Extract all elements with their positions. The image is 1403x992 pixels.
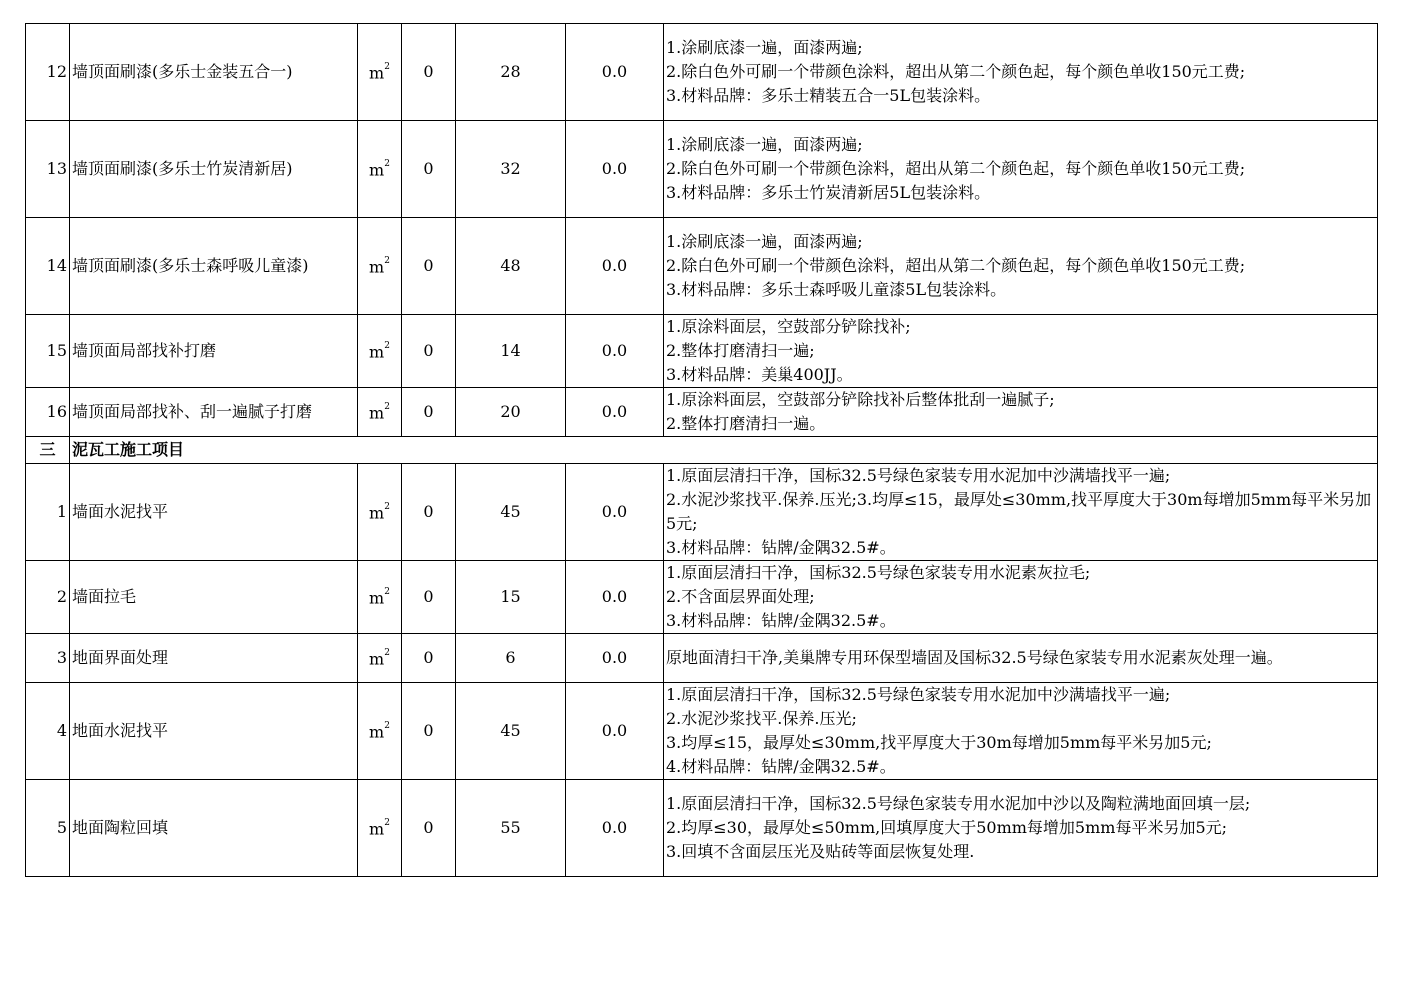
item-number: 13 <box>26 121 70 218</box>
description-line: 1.原面层清扫干净，国标32.5号绿色家装专用水泥素灰拉毛; <box>666 563 1091 582</box>
description-line: 1.原涂料面层，空鼓部分铲除找补后整体批刮一遍腻子; <box>666 390 1055 409</box>
item-quantity: 0 <box>402 561 456 634</box>
table-row <box>26 218 1378 315</box>
item-unit-price: 32 <box>456 121 566 218</box>
description-line: 3.材料品牌：钻牌/金隅32.5#。 <box>666 538 896 557</box>
item-unit <box>358 388 402 437</box>
item-quantity: 0 <box>402 121 456 218</box>
item-unit <box>358 634 402 683</box>
description-line: 1.原面层清扫干净，国标32.5号绿色家装专用水泥加中沙以及陶粒满地面回填一层; <box>666 794 1251 813</box>
description-line: 1.原面层清扫干净，国标32.5号绿色家装专用水泥加中沙满墙找平一遍; <box>666 466 1171 485</box>
unit-exponent: 2 <box>384 818 390 829</box>
item-quantity: 0 <box>402 634 456 683</box>
unit-exponent: 2 <box>384 587 390 598</box>
item-unit-price: 15 <box>456 561 566 634</box>
table-row <box>26 683 1378 780</box>
description-line: 2.除白色外可刷一个带颜色涂料，超出从第二个颜色起，每个颜色单收150元工费; <box>666 159 1246 178</box>
description-line: 2.整体打磨清扫一遍。 <box>666 414 826 433</box>
description-line: 3.回填不含面层压光及贴砖等面层恢复处理. <box>666 842 975 861</box>
item-description <box>664 24 1378 121</box>
unit-exponent: 2 <box>384 159 390 170</box>
item-unit-price: 28 <box>456 24 566 121</box>
unit-exponent: 2 <box>384 402 390 413</box>
item-quantity: 0 <box>402 315 456 388</box>
description-line: 3.材料品牌：多乐士精装五合一5L包装涂料。 <box>666 86 991 105</box>
item-description <box>664 464 1378 561</box>
item-unit-price: 45 <box>456 683 566 780</box>
unit-base: m <box>369 588 385 608</box>
table-row <box>26 634 1378 683</box>
unit-exponent: 2 <box>384 721 390 732</box>
item-unit <box>358 464 402 561</box>
quotation-table <box>25 23 1378 877</box>
section-number: 三 <box>26 437 70 464</box>
unit-base: m <box>369 342 385 362</box>
item-unit <box>358 218 402 315</box>
item-description <box>664 218 1378 315</box>
item-name: 墙面拉毛 <box>70 561 358 634</box>
description-line: 2.除白色外可刷一个带颜色涂料，超出从第二个颜色起，每个颜色单收150元工费; <box>666 256 1246 275</box>
item-unit <box>358 683 402 780</box>
item-description <box>664 634 1378 683</box>
item-unit-price: 6 <box>456 634 566 683</box>
item-name: 墙顶面刷漆(多乐士森呼吸儿童漆) <box>70 218 358 315</box>
unit-exponent: 2 <box>384 256 390 267</box>
table-row <box>26 780 1378 877</box>
item-description <box>664 388 1378 437</box>
table-row <box>26 24 1378 121</box>
description-line: 3.材料品牌：多乐士森呼吸儿童漆5L包装涂料。 <box>666 280 1007 299</box>
item-total: 0.0 <box>566 634 664 683</box>
unit-exponent: 2 <box>384 62 390 73</box>
item-quantity: 0 <box>402 218 456 315</box>
item-total: 0.0 <box>566 121 664 218</box>
unit-exponent: 2 <box>384 502 390 513</box>
unit-base: m <box>369 63 385 83</box>
item-total: 0.0 <box>566 315 664 388</box>
item-number: 14 <box>26 218 70 315</box>
table-row <box>26 561 1378 634</box>
item-total: 0.0 <box>566 683 664 780</box>
item-number: 12 <box>26 24 70 121</box>
item-description <box>664 121 1378 218</box>
table-row <box>26 464 1378 561</box>
unit-base: m <box>369 160 385 180</box>
description-line: 3.均厚≤15，最厚处≤30mm,找平厚度大于30m每增加5mm每平米另加5元; <box>666 733 1212 752</box>
unit-base: m <box>369 722 385 742</box>
item-total: 0.0 <box>566 24 664 121</box>
item-quantity: 0 <box>402 683 456 780</box>
description-line: 3.材料品牌：钻牌/金隅32.5#。 <box>666 611 896 630</box>
unit-base: m <box>369 403 385 423</box>
unit-exponent: 2 <box>384 341 390 352</box>
description-line: 1.原涂料面层，空鼓部分铲除找补; <box>666 317 911 336</box>
item-unit-price: 20 <box>456 388 566 437</box>
item-number: 16 <box>26 388 70 437</box>
description-line: 2.水泥沙浆找平.保养.压光;3.均厚≤15，最厚处≤30mm,找平厚度大于30m每增加5mm每平米另加5元; <box>666 490 1372 533</box>
description-line: 1.涂刷底漆一遍，面漆两遍; <box>666 135 863 154</box>
item-total: 0.0 <box>566 218 664 315</box>
unit-exponent: 2 <box>384 648 390 659</box>
description-line: 3.材料品牌：美巢400JJ。 <box>666 365 853 384</box>
item-unit <box>358 24 402 121</box>
table-row <box>26 315 1378 388</box>
item-number: 1 <box>26 464 70 561</box>
item-total: 0.0 <box>566 388 664 437</box>
item-name: 地面界面处理 <box>70 634 358 683</box>
description-line: 原地面清扫干净,美巢牌专用环保型墙固及国标32.5号绿色家装专用水泥素灰处理一遍。 <box>666 648 1283 667</box>
table-row <box>26 388 1378 437</box>
description-line: 3.材料品牌：多乐士竹炭清新居5L包装涂料。 <box>666 183 991 202</box>
item-name: 地面水泥找平 <box>70 683 358 780</box>
item-quantity: 0 <box>402 24 456 121</box>
description-line: 2.均厚≤30，最厚处≤50mm,回填厚度大于50mm每增加5mm每平米另加5元; <box>666 818 1228 837</box>
section-header-row <box>26 437 1378 464</box>
item-description <box>664 780 1378 877</box>
section-title: 泥瓦工施工项目 <box>70 437 1378 464</box>
description-line: 2.除白色外可刷一个带颜色涂料，超出从第二个颜色起，每个颜色单收150元工费; <box>666 62 1246 81</box>
item-number: 4 <box>26 683 70 780</box>
item-quantity: 0 <box>402 388 456 437</box>
description-line: 2.整体打磨清扫一遍; <box>666 341 815 360</box>
item-unit <box>358 315 402 388</box>
item-unit-price: 48 <box>456 218 566 315</box>
item-description <box>664 683 1378 780</box>
item-unit <box>358 561 402 634</box>
item-name: 墙顶面刷漆(多乐士金装五合一) <box>70 24 358 121</box>
item-unit-price: 45 <box>456 464 566 561</box>
item-quantity: 0 <box>402 464 456 561</box>
item-unit-price: 55 <box>456 780 566 877</box>
description-line: 1.涂刷底漆一遍，面漆两遍; <box>666 232 863 251</box>
item-total: 0.0 <box>566 561 664 634</box>
item-number: 5 <box>26 780 70 877</box>
item-name: 墙顶面刷漆(多乐士竹炭清新居) <box>70 121 358 218</box>
item-name: 墙面水泥找平 <box>70 464 358 561</box>
table-row <box>26 121 1378 218</box>
unit-base: m <box>369 503 385 523</box>
description-line: 4.材料品牌：钻牌/金隅32.5#。 <box>666 757 896 776</box>
item-name: 墙顶面局部找补打磨 <box>70 315 358 388</box>
item-name: 地面陶粒回填 <box>70 780 358 877</box>
item-number: 15 <box>26 315 70 388</box>
description-line: 2.不含面层界面处理; <box>666 587 815 606</box>
unit-base: m <box>369 257 385 277</box>
item-total: 0.0 <box>566 780 664 877</box>
unit-base: m <box>369 649 385 669</box>
item-unit-price: 14 <box>456 315 566 388</box>
description-line: 1.涂刷底漆一遍，面漆两遍; <box>666 38 863 57</box>
item-quantity: 0 <box>402 780 456 877</box>
description-line: 1.原面层清扫干净，国标32.5号绿色家装专用水泥加中沙满墙找平一遍; <box>666 685 1171 704</box>
item-number: 2 <box>26 561 70 634</box>
item-number: 3 <box>26 634 70 683</box>
item-unit <box>358 780 402 877</box>
item-unit <box>358 121 402 218</box>
item-name: 墙顶面局部找补、刮一遍腻子打磨 <box>70 388 358 437</box>
item-total: 0.0 <box>566 464 664 561</box>
unit-base: m <box>369 819 385 839</box>
item-description <box>664 561 1378 634</box>
table-body <box>26 24 1378 877</box>
description-line: 2.水泥沙浆找平.保养.压光; <box>666 709 857 728</box>
item-description <box>664 315 1378 388</box>
